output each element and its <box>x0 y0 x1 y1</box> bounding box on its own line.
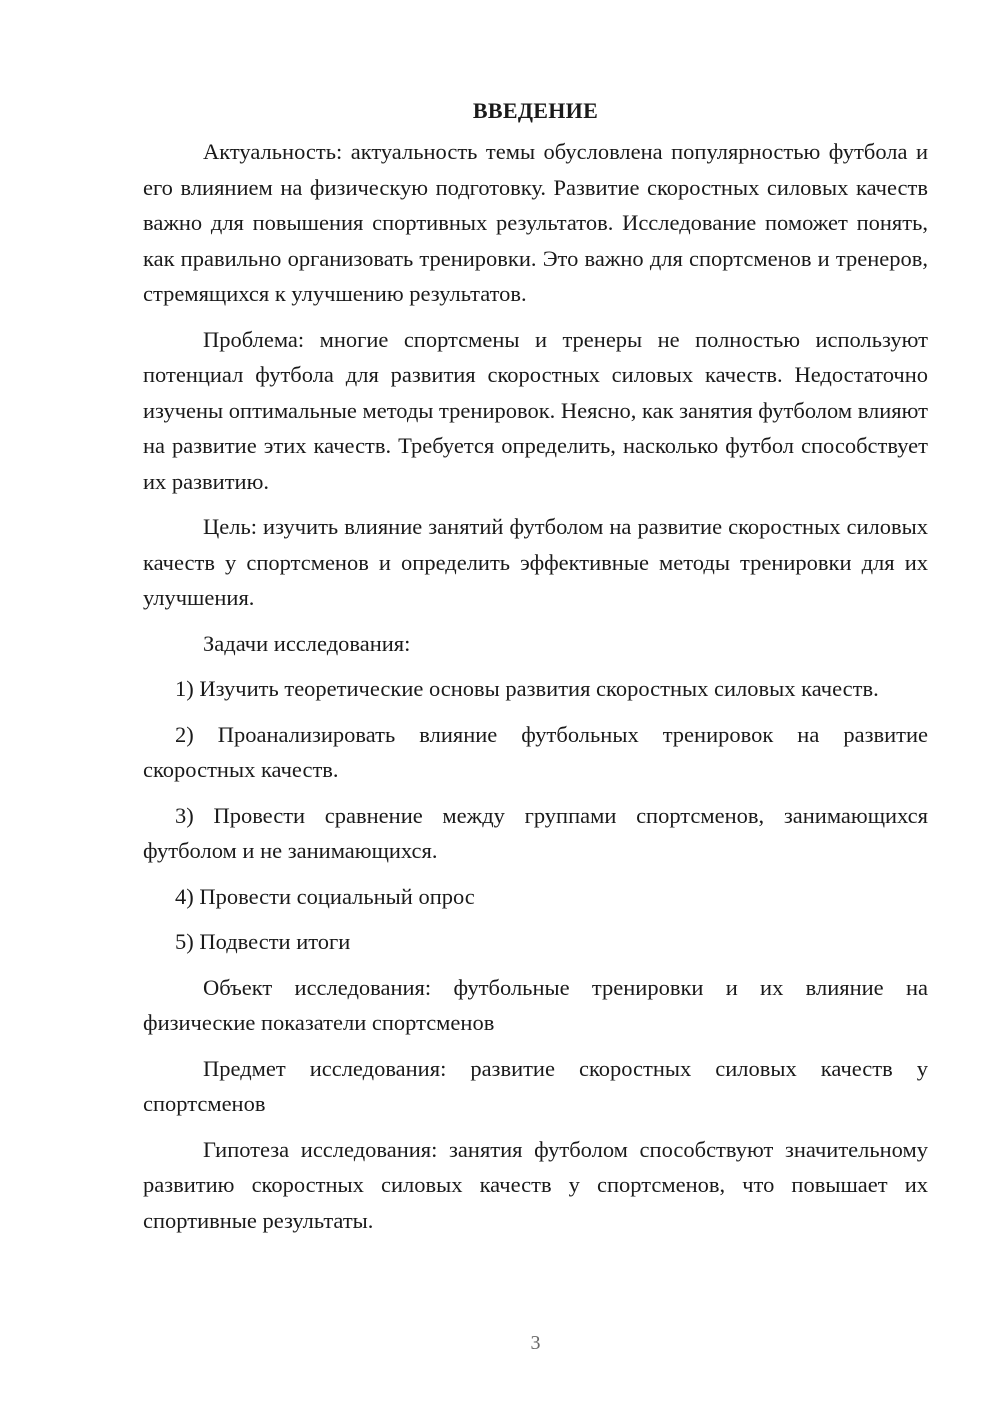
task-item-3: 3) Провести сравнение между группами спортсменов, занимающихся футболом и не занимающихся. <box>143 802 928 863</box>
page-number: 3 <box>530 1332 541 1354</box>
page-title: ВВЕДЕНИЕ <box>472 98 599 123</box>
object-paragraph: Объект исследования: футбольные тренировки и их влияние на физические показатели спортсменов <box>143 974 928 1035</box>
task-item-2: 2) Проанализировать влияние футбольных тренировок на развитие скоростных качеств. <box>143 721 928 782</box>
task-item-5: 5) Подвести итоги <box>175 929 351 954</box>
document-page <box>143 96 928 1248</box>
goal-paragraph: Цель: изучить влияние занятий футболом на развитие скоростных силовых качеств у спортсменов и определить эффективные методы тренировки для их улучшения. <box>143 514 928 610</box>
task-item-4: 4) Провести социальный опрос <box>175 883 475 909</box>
tasks-heading: Задачи исследования: <box>203 630 411 656</box>
task-item-1: 1) Изучить теоретические основы развития скоростных силовых качеств. <box>175 676 879 701</box>
subject-paragraph: Предмет исследования: развитие скоростных силовых качеств у спортсменов <box>143 1055 928 1116</box>
problem-paragraph: Проблема: многие спортсмены и тренеры не полностью используют потенциал футбола для развития скоростных силовых качеств. Недостаточно изучены оптимальные методы тренировок. Неясно, как занятия футболом влияют на развитие этих качеств. Требуется определить, насколько футбол способствует их развитию. <box>143 326 928 494</box>
hypothesis-paragraph: Гипотеза исследования: занятия футболом способствуют значительному развитию скоростных силовых качеств у спортсменов, что повышает их спортивные результаты. <box>143 1136 928 1233</box>
relevance-paragraph: Актуальность: актуальность темы обусловлена популярностью футбола и его влиянием на физическую подготовку. Развитие скоростных силовых качеств важно для повышения спортивных результатов. Исследование поможет понять, как правильно организовать тренировки. Это важно для спортсменов и тренеров, стремящихся к улучшению результатов. <box>143 139 928 306</box>
